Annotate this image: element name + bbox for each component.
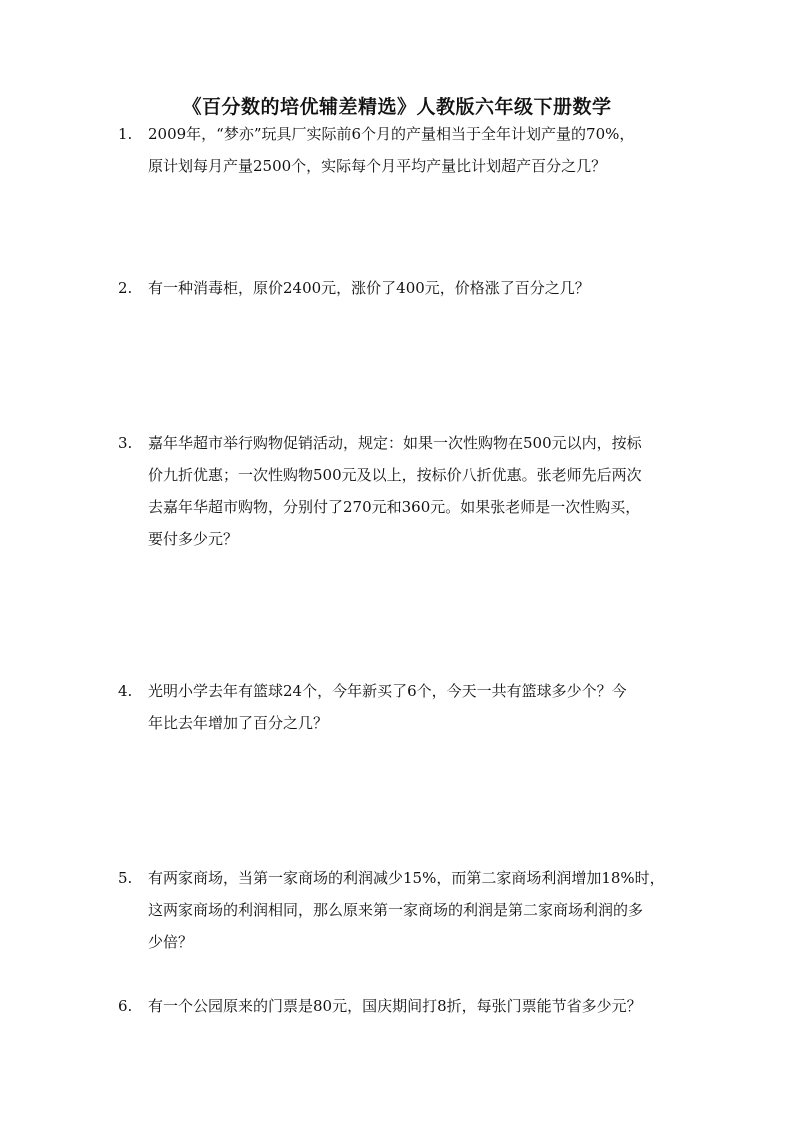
- question-text: [148, 862, 696, 958]
- question-line: 要付多少元？: [148, 530, 239, 548]
- question-text: [148, 118, 696, 182]
- question-number: 4.: [118, 682, 133, 700]
- question-text: [148, 427, 696, 555]
- question-line: 这两家商场的利润相同，那么原来第一家商场的利润是第二家商场利润的多: [148, 901, 644, 919]
- question-line: 有两家商场，当第一家商场的利润减少15%，而第二家商场利润增加18%时，: [148, 869, 665, 887]
- question-text: [148, 272, 696, 304]
- question-number: 3.: [118, 434, 133, 452]
- question-text: [148, 675, 696, 739]
- question-line: 嘉年华超市举行购物促销活动，规定：如果一次性购物在500元以内，按标: [148, 434, 642, 452]
- question-number: 2.: [118, 279, 133, 297]
- question-line: 价九折优惠；一次性购物500元及以上，按标价八折优惠。张老师先后两次: [148, 466, 642, 484]
- question-line: 2009年，“梦亦”玩具厂实际前6个月的产量相当于全年计划产量的70%，: [148, 125, 635, 143]
- document-title: 《百分数的培优辅差精选》人教版六年级下册数学: [182, 96, 612, 118]
- question-line: 少倍？: [148, 933, 194, 951]
- question-line: 原计划每月产量2500个，实际每个月平均产量比计划超产百分之几？: [148, 157, 607, 175]
- question-text: [148, 990, 696, 1022]
- question-line: 有一个公园原来的门票是80元，国庆期间打8折，每张门票能节省多少元？: [148, 997, 642, 1015]
- question-number: 1.: [118, 125, 133, 143]
- question-number: 5.: [118, 869, 133, 887]
- question-line: 年比去年增加了百分之几？: [148, 714, 329, 732]
- question-line: 光明小学去年有篮球24个，今年新买了6个，今天一共有篮球多少个？今: [148, 682, 627, 700]
- question-line: 有一种消毒柜，原价2400元，涨价了400元，价格涨了百分之几？: [148, 279, 590, 297]
- question-number: 6.: [118, 997, 133, 1015]
- question-line: 去嘉年华超市购物，分别付了270元和360元。如果张老师是一次性购买，: [148, 498, 641, 516]
